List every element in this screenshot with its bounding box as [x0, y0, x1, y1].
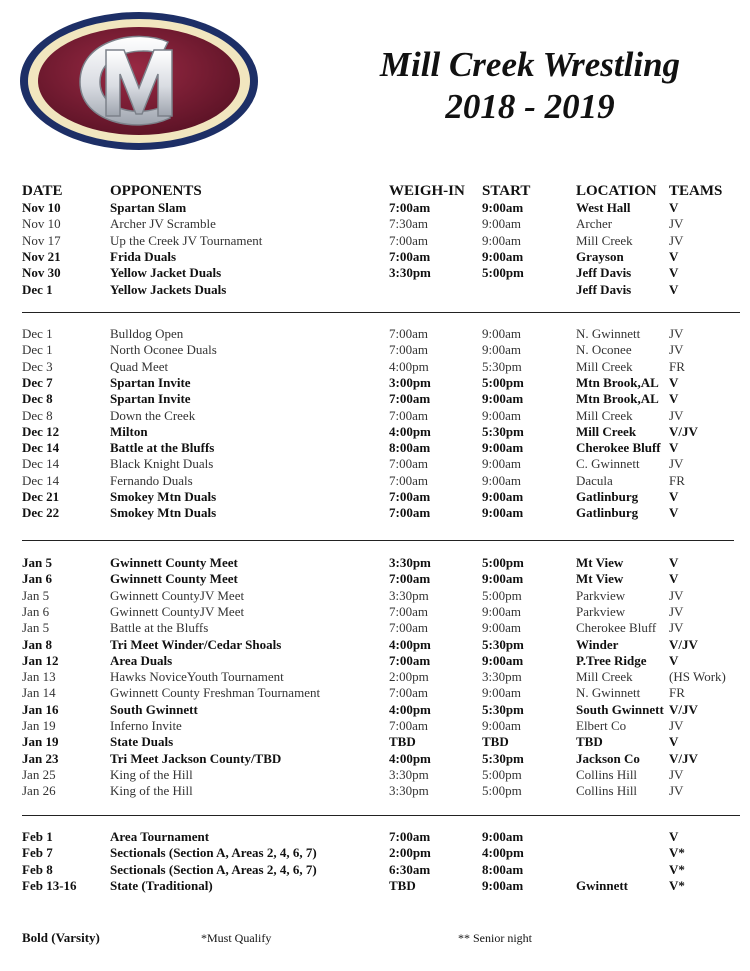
row-weigh-in: 3:30pm	[389, 766, 429, 782]
row-weigh-in: 3:30pm	[389, 783, 429, 799]
row-start: 9:00am	[482, 603, 521, 619]
row-opponent: Up the Creek JV Tournament	[110, 232, 263, 248]
row-start: 9:00am	[482, 829, 524, 844]
row-date: Nov 10	[22, 200, 61, 215]
row-opponent: Spartan Slam	[110, 200, 187, 215]
row-start: 9:00am	[482, 620, 521, 636]
row-teams: V	[669, 829, 679, 844]
row-weigh-in: 4:00pm	[389, 750, 431, 766]
row-weigh-in: TBD	[389, 734, 416, 750]
schedule-row	[0, 604, 750, 620]
schedule-row	[0, 505, 750, 521]
row-opponent: Gwinnett County Meet	[110, 571, 238, 587]
row-teams: JV	[669, 342, 684, 358]
schedule-row	[0, 845, 750, 861]
row-opponent: Yellow Jackets Duals	[110, 281, 227, 297]
row-date: Jan 5	[22, 587, 50, 603]
row-weigh-in: 4:00pm	[389, 423, 431, 439]
row-weigh-in: 4:00pm	[389, 636, 431, 652]
row-location: N. Gwinnett	[576, 326, 641, 341]
schedule-row	[0, 878, 750, 894]
row-opponent: Gwinnett County Meet	[110, 555, 238, 570]
schedule-row	[0, 702, 750, 718]
row-teams: JV	[669, 620, 684, 636]
row-location: Collins Hill	[576, 766, 638, 782]
row-location: Mtn Brook,AL	[576, 374, 659, 390]
row-date: Jan 23	[22, 750, 59, 766]
row-teams: (HS Work)	[669, 669, 726, 685]
row-weigh-in: 3:30pm	[389, 555, 431, 570]
row-teams: V/JV	[669, 423, 698, 439]
row-weigh-in: 7:00am	[389, 232, 428, 248]
row-weigh-in: 7:00am	[389, 571, 431, 587]
row-location: Mt View	[576, 571, 624, 587]
row-location: Mill Creek	[576, 358, 633, 374]
row-opponent: Area Tournament	[110, 829, 210, 844]
row-start: 9:00am	[482, 407, 521, 423]
schedule-row	[0, 408, 750, 424]
schedule-row	[0, 375, 750, 391]
schedule-row	[0, 718, 750, 734]
row-teams: V	[669, 571, 679, 587]
row-location: Cherokee Bluff	[576, 440, 661, 456]
row-date: Jan 12	[22, 652, 59, 668]
row-date: Dec 14	[22, 440, 60, 456]
row-teams: V	[669, 391, 679, 407]
row-teams: V	[669, 440, 679, 456]
schedule-row	[0, 424, 750, 440]
schedule-row	[0, 588, 750, 604]
row-teams: JV	[669, 587, 684, 603]
row-opponent: Sectionals (Section A, Areas 2, 4, 6, 7)	[110, 861, 317, 877]
schedule-row	[0, 862, 750, 878]
row-opponent: Sectionals (Section A, Areas 2, 4, 6, 7)	[110, 845, 317, 861]
header-date: DATE	[22, 183, 63, 199]
row-start: 5:00pm	[482, 555, 524, 570]
row-opponent: State Duals	[110, 734, 174, 750]
row-opponent: Black Knight Duals	[110, 456, 214, 472]
schedule-row	[0, 265, 750, 281]
schedule-row	[0, 555, 750, 571]
row-teams: V	[669, 489, 679, 504]
row-date: Dec 21	[22, 489, 60, 504]
row-opponent: Area Duals	[110, 652, 173, 668]
row-opponent: Tri Meet Winder/Cedar Shoals	[110, 636, 282, 652]
row-date: Jan 19	[22, 718, 56, 733]
row-date: Dec 1	[22, 281, 53, 297]
schedule-row	[0, 829, 750, 845]
row-date: Dec 22	[22, 505, 60, 521]
row-teams: V	[669, 200, 679, 215]
title-line-1: Mill Creek Wrestling	[379, 45, 681, 84]
row-location: Elbert Co	[576, 718, 627, 733]
row-weigh-in: 7:00am	[389, 472, 428, 488]
row-weigh-in: 7:30am	[389, 216, 428, 232]
row-weigh-in: 4:00pm	[389, 701, 431, 717]
row-date: Dec 1	[22, 326, 53, 341]
row-date: Dec 8	[22, 391, 53, 407]
row-weigh-in: 7:00am	[389, 200, 431, 215]
row-location: Mt View	[576, 555, 624, 570]
row-teams: JV	[669, 456, 684, 472]
row-date: Dec 1	[22, 342, 53, 358]
bold-varsity-note: Bold (Varsity)	[22, 930, 100, 945]
row-teams: V	[669, 505, 679, 521]
row-start: 9:00am	[482, 248, 524, 264]
row-teams: JV	[669, 407, 684, 423]
row-start: 9:00am	[482, 685, 521, 701]
row-date: Nov 17	[22, 232, 61, 248]
row-location: Gwinnett	[576, 877, 628, 893]
row-teams: V	[669, 555, 679, 570]
row-start: 9:00am	[482, 877, 524, 893]
row-opponent: Quad Meet	[110, 358, 169, 374]
row-location: Gatlinburg	[576, 489, 639, 504]
row-date: Jan 19	[22, 734, 59, 750]
row-location: TBD	[576, 734, 603, 750]
schedule-row	[0, 734, 750, 750]
row-opponent: Hawks NoviceYouth Tournament	[110, 669, 284, 685]
row-location: N. Oconee	[576, 342, 632, 358]
row-teams: FR	[669, 685, 685, 701]
row-location: Parkview	[576, 587, 626, 603]
row-date: Jan 5	[22, 555, 52, 570]
row-opponent: King of the Hill	[110, 766, 193, 782]
row-date: Dec 8	[22, 407, 53, 423]
section-divider	[22, 312, 740, 313]
schedule-row	[0, 342, 750, 358]
row-weigh-in: 3:00pm	[389, 374, 431, 390]
row-start: 3:30pm	[482, 669, 522, 685]
row-teams: V/JV	[669, 750, 698, 766]
row-opponent: Milton	[110, 423, 148, 439]
row-start: 9:00am	[482, 718, 521, 733]
row-opponent: Battle at the Bluffs	[110, 620, 209, 636]
row-date: Jan 26	[22, 783, 56, 799]
row-teams: V	[669, 281, 679, 297]
row-date: Jan 8	[22, 636, 52, 652]
row-opponent: Archer JV Scramble	[110, 216, 216, 232]
title-line-2: 2018 - 2019	[445, 87, 615, 126]
row-opponent: North Oconee Duals	[110, 342, 217, 358]
schedule-row	[0, 282, 750, 298]
row-date: Feb 13-16	[22, 877, 77, 893]
row-weigh-in: 7:00am	[389, 456, 428, 472]
row-start: 5:30pm	[482, 423, 524, 439]
row-weigh-in: 7:00am	[389, 326, 428, 341]
row-teams: V	[669, 734, 679, 750]
schedule-row	[0, 653, 750, 669]
row-start: 5:00pm	[482, 766, 522, 782]
row-opponent: Spartan Invite	[110, 391, 191, 407]
row-teams: JV	[669, 718, 684, 733]
row-location: Gatlinburg	[576, 505, 639, 521]
schedule-row	[0, 685, 750, 701]
row-start: 9:00am	[482, 391, 524, 407]
row-date: Dec 3	[22, 358, 53, 374]
row-opponent: Frida Duals	[110, 248, 177, 264]
row-date: Nov 21	[22, 248, 61, 264]
row-weigh-in: 7:00am	[389, 391, 431, 407]
row-teams: V	[669, 248, 679, 264]
row-opponent: Gwinnett County Freshman Tournament	[110, 685, 321, 701]
row-teams: JV	[669, 326, 684, 341]
row-start: 8:00am	[482, 861, 524, 877]
row-opponent: Inferno Invite	[110, 718, 182, 733]
row-opponent: Fernando Duals	[110, 472, 193, 488]
row-location: P.Tree Ridge	[576, 652, 647, 668]
schedule-row	[0, 391, 750, 407]
row-date: Jan 25	[22, 766, 56, 782]
schedule-row	[0, 571, 750, 587]
row-start: 9:00am	[482, 571, 524, 587]
row-weigh-in: 7:00am	[389, 407, 428, 423]
schedule-row	[0, 456, 750, 472]
row-start: 5:00pm	[482, 587, 522, 603]
row-teams: JV	[669, 216, 684, 232]
row-teams: V*	[669, 877, 685, 893]
row-start: 9:00am	[482, 652, 524, 668]
row-teams: JV	[669, 232, 684, 248]
row-start: 4:00pm	[482, 845, 524, 861]
section-divider	[22, 815, 740, 816]
schedule-row	[0, 783, 750, 799]
row-teams: FR	[669, 472, 685, 488]
row-start: 5:30pm	[482, 358, 522, 374]
row-teams: V*	[669, 845, 685, 861]
row-location: Mill Creek	[576, 407, 633, 423]
row-opponent: Spartan Invite	[110, 374, 191, 390]
row-date: Nov 10	[22, 216, 61, 232]
row-start: 5:00pm	[482, 374, 524, 390]
row-opponent: Smokey Mtn Duals	[110, 505, 217, 521]
row-opponent: Gwinnett CountyJV Meet	[110, 603, 245, 619]
row-teams: V/JV	[669, 636, 698, 652]
row-start: 9:00am	[482, 326, 521, 341]
row-teams: V	[669, 374, 679, 390]
row-start: TBD	[482, 734, 509, 750]
row-location: Mill Creek	[576, 232, 633, 248]
row-start: 9:00am	[482, 489, 524, 504]
row-date: Jan 5	[22, 620, 50, 636]
schedule-row	[0, 751, 750, 767]
row-start: 5:30pm	[482, 750, 524, 766]
row-start: 9:00am	[482, 342, 521, 358]
row-weigh-in: 7:00am	[389, 620, 428, 636]
schedule-row	[0, 233, 750, 249]
row-weigh-in: 2:00pm	[389, 669, 429, 685]
senior-night-note: ** Senior night	[458, 931, 532, 945]
header-weigh-in: WEIGH-IN	[389, 183, 465, 199]
row-location: N. Gwinnett	[576, 685, 641, 701]
row-weigh-in: 3:30pm	[389, 587, 429, 603]
row-location: Dacula	[576, 472, 613, 488]
row-date: Jan 13	[22, 669, 56, 685]
row-date: Jan 6	[22, 603, 50, 619]
row-teams: FR	[669, 358, 685, 374]
row-date: Feb 8	[22, 861, 53, 877]
row-weigh-in: 7:00am	[389, 652, 431, 668]
row-location: C. Gwinnett	[576, 456, 640, 472]
row-start: 9:00am	[482, 472, 521, 488]
section-divider	[22, 540, 734, 541]
row-date: Nov 30	[22, 265, 61, 281]
schedule-row	[0, 249, 750, 265]
row-weigh-in: 7:00am	[389, 685, 428, 701]
row-teams: V*	[669, 861, 685, 877]
row-start: 5:00pm	[482, 783, 522, 799]
row-location: Jeff Davis	[576, 281, 632, 297]
schedule-row	[0, 473, 750, 489]
mill-creek-logo	[18, 10, 260, 152]
row-date: Jan 16	[22, 701, 59, 717]
row-opponent: King of the Hill	[110, 783, 193, 799]
row-location: Mill Creek	[576, 669, 633, 685]
row-start: 9:00am	[482, 440, 524, 456]
row-location: Collins Hill	[576, 783, 638, 799]
row-opponent: Down the Creek	[110, 407, 196, 423]
row-location: Jackson Co	[576, 750, 640, 766]
row-date: Dec 14	[22, 456, 60, 472]
schedule-row	[0, 200, 750, 216]
row-weigh-in: 7:00am	[389, 718, 428, 733]
row-weigh-in: TBD	[389, 877, 416, 893]
row-teams: JV	[669, 783, 684, 799]
row-weigh-in: 2:00pm	[389, 845, 431, 861]
row-weigh-in: 3:30pm	[389, 265, 431, 281]
row-start: 5:00pm	[482, 265, 524, 281]
row-opponent: Battle at the Bluffs	[110, 440, 215, 456]
row-location: Mill Creek	[576, 423, 637, 439]
header-opponents: OPPONENTS	[110, 183, 202, 199]
row-weigh-in: 7:00am	[389, 489, 431, 504]
row-start: 9:00am	[482, 505, 524, 521]
row-teams: JV	[669, 766, 684, 782]
row-opponent: South Gwinnett	[110, 701, 198, 717]
page-title	[340, 44, 720, 128]
must-qualify-note: *Must Qualify	[201, 931, 272, 945]
row-teams: V	[669, 652, 679, 668]
schedule-row	[0, 326, 750, 342]
schedule-row	[0, 216, 750, 232]
row-weigh-in: 7:00am	[389, 829, 431, 844]
row-weigh-in: 7:00am	[389, 505, 431, 521]
row-location: Jeff Davis	[576, 265, 632, 281]
row-weigh-in: 8:00am	[389, 440, 431, 456]
row-start: 9:00am	[482, 232, 521, 248]
row-start: 9:00am	[482, 216, 521, 232]
row-date: Jan 14	[22, 685, 56, 701]
row-opponent: Tri Meet Jackson County/TBD	[110, 750, 282, 766]
schedule-row	[0, 440, 750, 456]
row-start: 5:30pm	[482, 636, 524, 652]
row-location: Cherokee Bluff	[576, 620, 657, 636]
row-opponent: Smokey Mtn Duals	[110, 489, 217, 504]
row-weigh-in: 4:00pm	[389, 358, 429, 374]
row-teams: V/JV	[669, 701, 698, 717]
header-start: START	[482, 183, 531, 199]
row-weigh-in: 6:30am	[389, 861, 431, 877]
schedule-row	[0, 620, 750, 636]
schedule-row	[0, 669, 750, 685]
row-opponent: Bulldog Open	[110, 326, 184, 341]
row-start: 5:30pm	[482, 701, 524, 717]
row-start: 9:00am	[482, 456, 521, 472]
row-location: Parkview	[576, 603, 626, 619]
row-opponent: State (Traditional)	[110, 877, 213, 893]
row-location: Winder	[576, 636, 619, 652]
row-date: Feb 7	[22, 845, 53, 861]
row-date: Dec 12	[22, 423, 60, 439]
row-weigh-in: 7:00am	[389, 248, 431, 264]
schedule-header	[0, 182, 750, 200]
row-opponent: Yellow Jacket Duals	[110, 265, 222, 281]
row-date: Dec 14	[22, 472, 60, 488]
row-date: Dec 7	[22, 374, 53, 390]
row-location: South Gwinnett	[576, 701, 664, 717]
header-location: LOCATION	[576, 183, 657, 199]
row-weigh-in: 7:00am	[389, 342, 428, 358]
row-location: Mtn Brook,AL	[576, 391, 659, 407]
schedule-row	[0, 489, 750, 505]
row-location: Archer	[576, 216, 613, 232]
schedule-row	[0, 767, 750, 783]
row-location: Grayson	[576, 248, 624, 264]
row-teams: JV	[669, 603, 684, 619]
row-date: Feb 1	[22, 829, 53, 844]
row-teams: V	[669, 265, 679, 281]
header-teams: TEAMS	[669, 183, 723, 199]
row-date: Jan 6	[22, 571, 52, 587]
row-start: 9:00am	[482, 200, 524, 215]
schedule-row	[0, 359, 750, 375]
row-weigh-in: 7:00am	[389, 603, 428, 619]
schedule-row	[0, 637, 750, 653]
row-opponent: Gwinnett CountyJV Meet	[110, 587, 245, 603]
row-location: West Hall	[576, 200, 631, 215]
